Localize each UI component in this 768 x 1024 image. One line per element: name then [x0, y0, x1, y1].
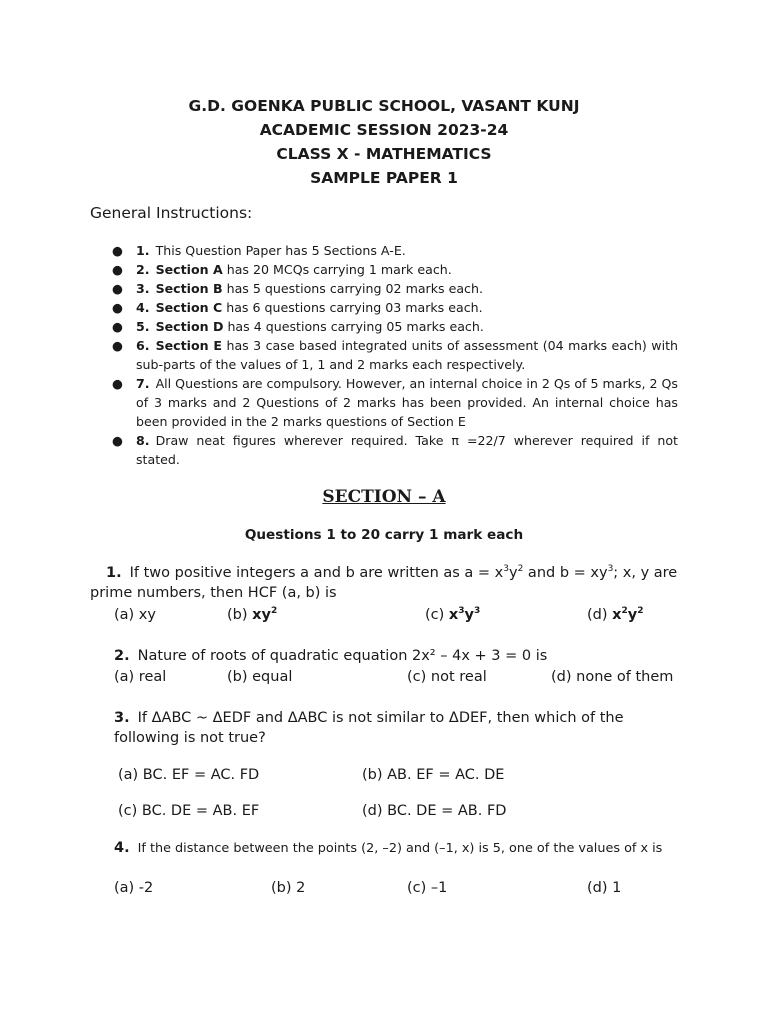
paper-header [0, 94, 768, 190]
exponent: 3 [473, 606, 481, 616]
section-title-text: SECTION – A [322, 487, 446, 507]
option-a: (a) real [114, 669, 167, 685]
instruction-text: has 3 case based integrated units of assessment (04 marks each) with sub-parts of the values of 1, 1 and 2 marks each respectively. [136, 338, 678, 372]
question-text [90, 565, 677, 601]
option-value: x [448, 607, 459, 623]
section-subtitle: Questions 1 to 20 carry 1 mark each [244, 527, 524, 543]
option-d: (d) none of them [551, 669, 674, 685]
instruction-section-label: Section E [155, 338, 223, 353]
option-d: (d) 1 [587, 880, 622, 896]
instruction-item [112, 336, 678, 374]
instruction-number: 5. [136, 319, 150, 334]
instruction-number: 8. [136, 433, 150, 448]
instruction-number: 7. [136, 376, 150, 391]
instruction-section-label: Section D [155, 319, 224, 334]
option-c [425, 605, 480, 625]
question-text-part: y [509, 565, 518, 581]
instruction-item [112, 298, 678, 317]
instruction-number: 4. [136, 300, 150, 315]
instruction-item [112, 317, 678, 336]
option-b [227, 605, 277, 625]
instruction-number: 6. [136, 338, 150, 353]
instruction-text: This Question Paper has 5 Sections A-E. [155, 243, 406, 258]
instruction-item [112, 431, 678, 469]
option-a: (a) xy [114, 607, 156, 623]
exponent: 2 [517, 564, 524, 574]
instruction-number: 2. [136, 262, 150, 277]
question-number: 3. [114, 710, 130, 726]
instruction-item [112, 241, 678, 260]
question-1 [90, 563, 690, 603]
class-subject: CLASS X - MATHEMATICS [276, 145, 492, 163]
general-instructions-title: General Instructions: [90, 204, 253, 222]
instruction-text: has 5 questions carrying 02 marks each. [222, 281, 483, 296]
question-text-part: ; x, y are prime numbers, then HCF (a, b) is [90, 565, 678, 601]
question-text: Nature of roots of quadratic equation 2x² – 4x + 3 = 0 is [137, 648, 548, 664]
exponent: 2 [270, 606, 278, 616]
question-text: If the distance between the points (2, –2) and (–1, x) is 5, one of the values of x is [137, 841, 663, 856]
bullet-icon: ● [112, 243, 123, 258]
instruction-number: 1. [136, 243, 150, 258]
instructions-list [112, 241, 678, 469]
exponent: 3 [607, 564, 614, 574]
question-number: 1. [106, 565, 122, 581]
option-b: (b) 2 [271, 880, 306, 896]
bullet-icon: ● [112, 433, 123, 448]
option-label: (c) [425, 607, 449, 623]
question-text: If ΔABC ~ ΔEDF and ΔABC is not similar to ΔDEF, then which of the following is not true? [114, 710, 624, 746]
option-b: (b) equal [227, 669, 293, 685]
instruction-text: has 20 MCQs carrying 1 mark each. [222, 262, 452, 277]
instruction-item [112, 279, 678, 298]
academic-session: ACADEMIC SESSION 2023-24 [259, 121, 509, 139]
instruction-section-label: Section B [155, 281, 223, 296]
exponent: 3 [458, 606, 465, 616]
option-a: (a) -2 [114, 880, 154, 896]
question-text-part: and b = xy [523, 565, 608, 581]
bullet-icon: ● [112, 281, 123, 296]
option-d [587, 605, 643, 625]
option-value: x [612, 607, 622, 623]
bullet-icon: ● [112, 319, 123, 334]
school-name: G.D. GOENKA PUBLIC SCHOOL, VASANT KUNJ [188, 97, 580, 115]
option-d: (d) BC. DE = AB. FD [362, 803, 507, 819]
instruction-text: has 6 questions carrying 03 marks each. [222, 300, 483, 315]
instruction-item [112, 374, 678, 431]
option-label: (b) [227, 607, 253, 623]
option-value: y [464, 607, 474, 623]
instruction-section-label: Section C [155, 300, 223, 315]
instruction-number: 3. [136, 281, 150, 296]
option-c: (c) BC. DE = AB. EF [118, 803, 260, 819]
question-2 [114, 646, 694, 666]
option-b: (b) AB. EF = AC. DE [362, 767, 505, 783]
option-value: y [627, 607, 638, 623]
option-c: (c) not real [407, 669, 487, 685]
question-number: 2. [114, 648, 130, 664]
question-4 [114, 838, 714, 859]
bullet-icon: ● [112, 338, 123, 353]
instruction-text: Draw neat figures wherever required. Take π =22/7 wherever required if not stated. [136, 433, 678, 467]
exponent: 3 [503, 564, 509, 574]
question-3 [114, 708, 676, 748]
option-a: (a) BC. EF = AC. FD [118, 767, 260, 783]
option-label: (d) [587, 607, 613, 623]
instruction-item [112, 260, 678, 279]
question-number: 4. [114, 840, 130, 856]
exponent: 2 [621, 606, 628, 616]
paper-title: SAMPLE PAPER 1 [310, 169, 458, 187]
instruction-text: has 4 questions carrying 05 marks each. [223, 319, 484, 334]
exponent: 2 [637, 606, 644, 616]
bullet-icon: ● [112, 262, 123, 277]
question-text-part: If two positive integers a and b are written as a = x [129, 565, 504, 581]
instruction-text: All Questions are compulsory. However, an internal choice in 2 Qs of 5 marks, 2 Qs of 3 marks and 2 Questions of 2 marks has been provided. An internal choice has been provided in the 2 marks questions of Section E [136, 376, 678, 429]
option-c: (c) –1 [407, 880, 448, 896]
option-value: xy [252, 607, 271, 623]
instruction-section-label: Section A [155, 262, 223, 277]
section-title [0, 487, 768, 507]
bullet-icon: ● [112, 376, 123, 391]
bullet-icon: ● [112, 300, 123, 315]
